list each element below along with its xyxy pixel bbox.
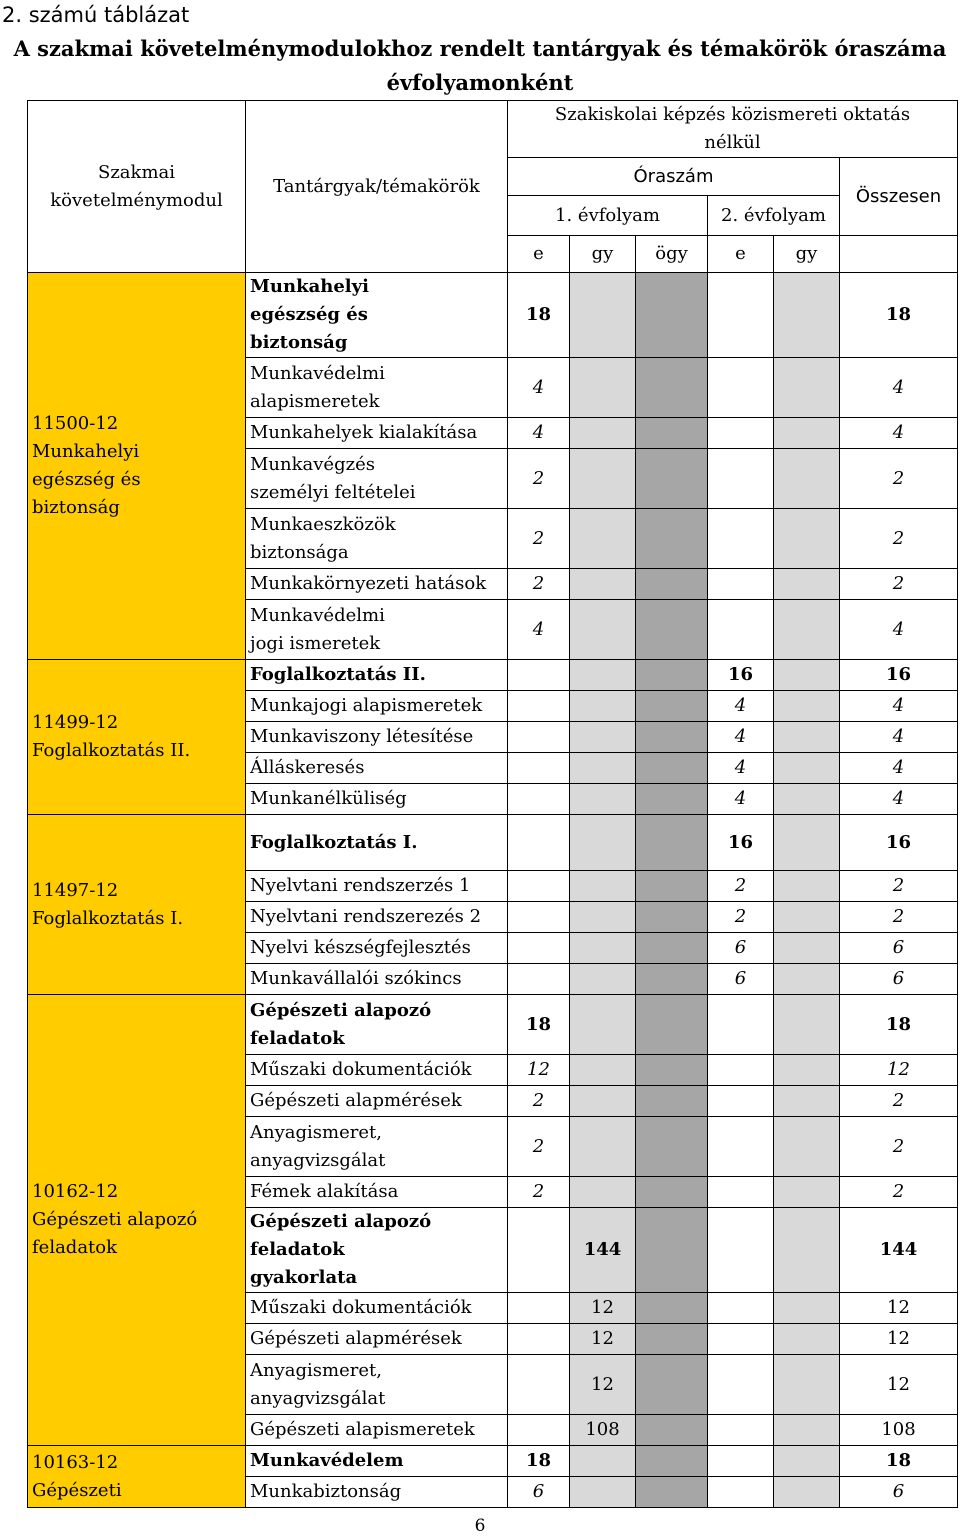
cell-gy1 — [570, 1086, 636, 1117]
cell-ogy — [636, 569, 708, 600]
table-row — [28, 995, 958, 1055]
table-row — [28, 1446, 958, 1477]
cell-e2 — [708, 1208, 774, 1293]
cell-gy2 — [774, 358, 840, 418]
cell-total: 4 — [840, 600, 958, 660]
table-title-line2: évfolyamonként — [386, 70, 574, 95]
cell-e1: 4 — [508, 358, 570, 418]
cell-total: 2 — [840, 509, 958, 569]
subject-name: Munkavédelem — [246, 1446, 508, 1477]
cell-ogy — [636, 1086, 708, 1117]
cell-e2: 6 — [708, 933, 774, 964]
cell-ogy — [636, 1293, 708, 1324]
module-code: 10163-12 — [32, 1451, 119, 1473]
subject-name: Gépészeti alapozó feladatok — [246, 995, 508, 1055]
cell-e1: 18 — [508, 273, 570, 358]
cell-e1 — [508, 1293, 570, 1324]
cell-ogy — [636, 902, 708, 933]
cell-e2: 6 — [708, 964, 774, 995]
cell-ogy — [636, 1324, 708, 1355]
cell-e1 — [508, 753, 570, 784]
cell-e1 — [508, 815, 570, 871]
cell-ogy — [636, 1117, 708, 1177]
cell-gy2 — [774, 660, 840, 691]
cell-gy1 — [570, 995, 636, 1055]
cell-e2 — [708, 1177, 774, 1208]
cell-e1: 18 — [508, 1446, 570, 1477]
cell-gy2 — [774, 1415, 840, 1446]
cell-total: 2 — [840, 1177, 958, 1208]
module-code: 10162-12 — [32, 1181, 119, 1202]
module-name: Munkahelyi egészség és biztonság — [32, 441, 141, 518]
cell-total: 108 — [840, 1415, 958, 1446]
cell-e2: 4 — [708, 784, 774, 815]
cell-gy2 — [774, 569, 840, 600]
cell-ogy — [636, 418, 708, 449]
cell-total: 16 — [840, 815, 958, 871]
module-cell — [28, 660, 246, 815]
cell-ogy — [636, 753, 708, 784]
subject-name: Gépészeti alapismeretek — [246, 1415, 508, 1446]
cell-gy1 — [570, 784, 636, 815]
cell-total: 4 — [840, 753, 958, 784]
subject-name: Nyelvi készségfejlesztés — [246, 933, 508, 964]
cell-e1: 2 — [508, 449, 570, 509]
cell-gy1 — [570, 871, 636, 902]
cell-e2: 16 — [708, 660, 774, 691]
cell-gy2 — [774, 1355, 840, 1415]
cell-e2 — [708, 1086, 774, 1117]
cell-ogy — [636, 933, 708, 964]
subject-name: Munkavédelmi alapismeretek — [246, 358, 508, 418]
cell-e1 — [508, 784, 570, 815]
cell-ogy — [636, 660, 708, 691]
cell-ogy — [636, 815, 708, 871]
cell-gy1 — [570, 509, 636, 569]
subject-name: Munkavállalói szókincs — [246, 964, 508, 995]
hours-table — [27, 100, 958, 1508]
subject-name: Gépészeti alapmérések — [246, 1086, 508, 1117]
cell-e2 — [708, 569, 774, 600]
cell-e1 — [508, 691, 570, 722]
subject-name: Gépészeti alapmérések — [246, 1324, 508, 1355]
cell-ogy — [636, 509, 708, 569]
cell-gy2 — [774, 1477, 840, 1508]
cell-e1 — [508, 1324, 570, 1355]
cell-total: 4 — [840, 418, 958, 449]
cell-e2: 16 — [708, 815, 774, 871]
cell-gy2 — [774, 1293, 840, 1324]
cell-total: 6 — [840, 1477, 958, 1508]
cell-e1 — [508, 964, 570, 995]
cell-gy1 — [570, 933, 636, 964]
cell-gy1: 12 — [570, 1324, 636, 1355]
subject-name: Foglalkoztatás I. — [246, 815, 508, 871]
cell-gy1: 12 — [570, 1355, 636, 1415]
cell-total: 12 — [840, 1293, 958, 1324]
cell-e2: 2 — [708, 871, 774, 902]
cell-total: 2 — [840, 449, 958, 509]
col-e2: e — [708, 236, 774, 273]
subject-name: Munkanélküliség — [246, 784, 508, 815]
cell-gy1 — [570, 418, 636, 449]
cell-total: 4 — [840, 784, 958, 815]
cell-ogy — [636, 964, 708, 995]
cell-gy2 — [774, 600, 840, 660]
subject-name: Nyelvtani rendszerezés 2 — [246, 902, 508, 933]
cell-e2: 4 — [708, 753, 774, 784]
cell-gy1 — [570, 600, 636, 660]
cell-gy2 — [774, 1446, 840, 1477]
cell-total: 2 — [840, 1117, 958, 1177]
col-gy1: gy — [570, 236, 636, 273]
cell-e2 — [708, 1446, 774, 1477]
header-hours: Óraszám — [508, 158, 840, 196]
subject-name: Gépészeti alapozó feladatok gyakorlata — [246, 1208, 508, 1293]
module-cell — [28, 815, 246, 995]
module-cell — [28, 273, 246, 660]
cell-gy1 — [570, 569, 636, 600]
subject-name: Álláskeresés — [246, 753, 508, 784]
module-name: Gépészeti alapozó feladatok — [32, 1209, 198, 1258]
cell-gy1 — [570, 1477, 636, 1508]
page-number: 6 — [474, 1516, 486, 1536]
cell-e2: 2 — [708, 902, 774, 933]
subject-name: Anyagismeret, anyagvizsgálat — [246, 1355, 508, 1415]
cell-ogy — [636, 449, 708, 509]
col-e1: e — [508, 236, 570, 273]
cell-gy1 — [570, 273, 636, 358]
cell-e2 — [708, 1117, 774, 1177]
cell-gy1 — [570, 1055, 636, 1086]
module-code: 11499-12 — [32, 712, 119, 733]
cell-total: 18 — [840, 995, 958, 1055]
cell-e2 — [708, 995, 774, 1055]
cell-gy2 — [774, 1086, 840, 1117]
cell-gy1: 144 — [570, 1208, 636, 1293]
cell-e2 — [708, 509, 774, 569]
cell-ogy — [636, 1055, 708, 1086]
cell-total: 2 — [840, 902, 958, 933]
cell-ogy — [636, 784, 708, 815]
cell-total: 144 — [840, 1208, 958, 1293]
cell-e1 — [508, 660, 570, 691]
cell-ogy — [636, 1446, 708, 1477]
cell-e1 — [508, 1208, 570, 1293]
cell-ogy — [636, 1415, 708, 1446]
cell-gy2 — [774, 273, 840, 358]
cell-ogy — [636, 1208, 708, 1293]
module-name: Foglalkoztatás II. — [32, 740, 191, 761]
cell-total: 4 — [840, 691, 958, 722]
cell-e2 — [708, 600, 774, 660]
cell-e2 — [708, 1477, 774, 1508]
cell-e1: 2 — [508, 569, 570, 600]
cell-e2 — [708, 273, 774, 358]
cell-e1: 2 — [508, 1086, 570, 1117]
cell-ogy — [636, 691, 708, 722]
cell-ogy — [636, 1177, 708, 1208]
subject-name: Anyagismeret, anyagvizsgálat — [246, 1117, 508, 1177]
table-row — [28, 815, 958, 871]
cell-gy1 — [570, 660, 636, 691]
cell-e2 — [708, 1324, 774, 1355]
cell-gy2 — [774, 418, 840, 449]
cell-gy1 — [570, 1177, 636, 1208]
cell-e2 — [708, 1355, 774, 1415]
subject-name: Műszaki dokumentációk — [246, 1293, 508, 1324]
cell-gy2 — [774, 1055, 840, 1086]
cell-e1: 2 — [508, 1177, 570, 1208]
subject-name: Munkavédelmi jogi ismeretek — [246, 600, 508, 660]
header-training: Szakiskolai képzés közismereti oktatás nélkül — [508, 101, 958, 158]
cell-gy2 — [774, 691, 840, 722]
header-year1: 1. évfolyam — [508, 196, 708, 236]
cell-total: 6 — [840, 964, 958, 995]
cell-e2 — [708, 449, 774, 509]
table-row — [28, 273, 958, 358]
module-name: Gépészeti — [32, 1479, 122, 1501]
cell-e1: 2 — [508, 509, 570, 569]
module-code: 11497-12 — [32, 879, 119, 901]
cell-gy1 — [570, 449, 636, 509]
cell-gy2 — [774, 753, 840, 784]
subject-name: Fémek alakítása — [246, 1177, 508, 1208]
cell-e2 — [708, 1055, 774, 1086]
cell-e2: 4 — [708, 691, 774, 722]
cell-gy2 — [774, 1177, 840, 1208]
cell-gy2 — [774, 722, 840, 753]
cell-e1 — [508, 902, 570, 933]
cell-total: 4 — [840, 358, 958, 418]
cell-e2 — [708, 418, 774, 449]
module-name: Foglalkoztatás I. — [32, 907, 184, 929]
cell-e2 — [708, 1293, 774, 1324]
subject-name: Munkahelyi egészség és biztonság — [246, 273, 508, 358]
cell-gy2 — [774, 815, 840, 871]
cell-total: 2 — [840, 1086, 958, 1117]
cell-ogy — [636, 600, 708, 660]
subject-name: Munkabiztonság — [246, 1477, 508, 1508]
cell-gy2 — [774, 933, 840, 964]
cell-total: 16 — [840, 660, 958, 691]
cell-gy2 — [774, 871, 840, 902]
subject-name: Munkaeszközök biztonsága — [246, 509, 508, 569]
cell-gy1 — [570, 1446, 636, 1477]
cell-gy1 — [570, 964, 636, 995]
table-row — [28, 660, 958, 691]
cell-e1: 4 — [508, 600, 570, 660]
cell-gy1: 12 — [570, 1293, 636, 1324]
cell-gy1 — [570, 691, 636, 722]
cell-gy1 — [570, 358, 636, 418]
cell-gy1 — [570, 1117, 636, 1177]
cell-total: 12 — [840, 1355, 958, 1415]
col-gy2: gy — [774, 236, 840, 273]
cell-e2: 4 — [708, 722, 774, 753]
header-subjects: Tantárgyak/témakörök — [246, 101, 508, 273]
cell-e1: 2 — [508, 1117, 570, 1177]
cell-e1 — [508, 933, 570, 964]
cell-gy2 — [774, 1208, 840, 1293]
module-cell — [28, 995, 246, 1446]
cell-e2 — [708, 358, 774, 418]
cell-total: 4 — [840, 722, 958, 753]
cell-e2 — [708, 1415, 774, 1446]
cell-total: 12 — [840, 1055, 958, 1086]
col-ogy: ögy — [636, 236, 708, 273]
module-cell — [28, 1446, 246, 1508]
subject-name: Munkahelyek kialakítása — [246, 418, 508, 449]
cell-ogy — [636, 1477, 708, 1508]
cell-gy2 — [774, 509, 840, 569]
subject-name: Munkavégzés személyi feltételei — [246, 449, 508, 509]
cell-ogy — [636, 722, 708, 753]
subject-name: Munkajogi alapismeretek — [246, 691, 508, 722]
subject-name: Munkaviszony létesítése — [246, 722, 508, 753]
cell-ogy — [636, 273, 708, 358]
cell-e1: 18 — [508, 995, 570, 1055]
subject-name: Nyelvtani rendszerzés 1 — [246, 871, 508, 902]
subject-name: Foglalkoztatás II. — [246, 660, 508, 691]
cell-gy2 — [774, 784, 840, 815]
cell-e1 — [508, 722, 570, 753]
cell-ogy — [636, 1355, 708, 1415]
cell-total: 18 — [840, 273, 958, 358]
cell-gy2 — [774, 449, 840, 509]
cell-gy1 — [570, 815, 636, 871]
cell-e1 — [508, 871, 570, 902]
cell-ogy — [636, 358, 708, 418]
cell-gy1 — [570, 902, 636, 933]
cell-gy2 — [774, 902, 840, 933]
cell-e1 — [508, 1355, 570, 1415]
cell-e1: 4 — [508, 418, 570, 449]
cell-gy1 — [570, 722, 636, 753]
header-year2: 2. évfolyam — [708, 196, 840, 236]
cell-e1: 6 — [508, 1477, 570, 1508]
cell-e1 — [508, 1415, 570, 1446]
cell-gy2 — [774, 964, 840, 995]
cell-ogy — [636, 995, 708, 1055]
subject-name: Munkakörnyezeti hatások — [246, 569, 508, 600]
cell-gy1 — [570, 753, 636, 784]
subject-name: Műszaki dokumentációk — [246, 1055, 508, 1086]
cell-gy1: 108 — [570, 1415, 636, 1446]
cell-ogy — [636, 871, 708, 902]
cell-total: 2 — [840, 871, 958, 902]
module-code: 11500-12 — [32, 413, 119, 434]
header-module: Szakmai követelménymodul — [28, 101, 246, 273]
cell-total: 6 — [840, 933, 958, 964]
cell-total: 2 — [840, 569, 958, 600]
cell-total: 18 — [840, 1446, 958, 1477]
cell-total: 12 — [840, 1324, 958, 1355]
table-title-line1: A szakmai követelménymodulokhoz rendelt tantárgyak és témakörök óraszáma — [13, 36, 947, 61]
cell-gy2 — [774, 1117, 840, 1177]
cell-e1: 12 — [508, 1055, 570, 1086]
table-caption: 2. számú táblázat — [2, 3, 190, 27]
cell-gy2 — [774, 1324, 840, 1355]
header-total: Összesen — [840, 158, 958, 236]
cell-gy2 — [774, 995, 840, 1055]
